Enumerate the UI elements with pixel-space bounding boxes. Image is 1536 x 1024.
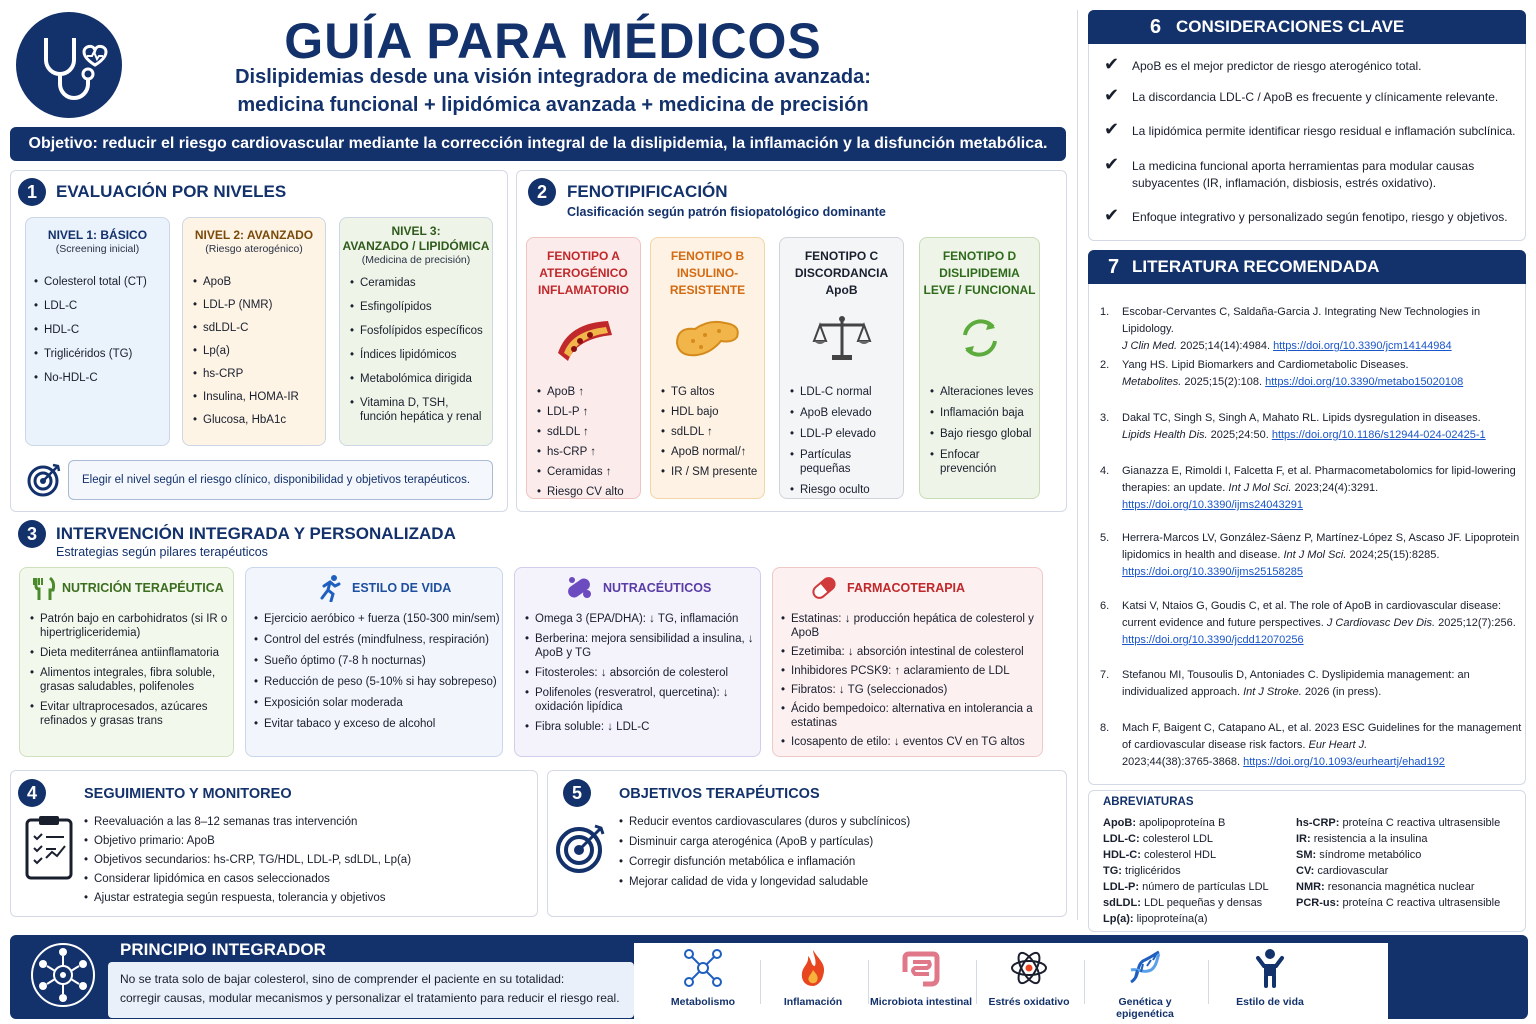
level-3-title — [340, 218, 492, 254]
list-item: • LDL-P elevado — [790, 427, 903, 441]
list-item: • Lp(a) — [193, 344, 325, 358]
key-item-text: La lipidómica permite identificar riesgo residual e inflamación subclínica. — [1132, 124, 1516, 138]
reference-number: 6. — [1100, 600, 1110, 612]
abbreviations-left — [1103, 815, 1293, 927]
reference-item — [1100, 304, 1524, 355]
reference-details: 2025;24:50. — [1207, 429, 1272, 441]
list-item: • Ajustar estrategia según respuesta, tolerancia y objetivos — [84, 891, 524, 905]
target-arrow-icon — [555, 822, 607, 879]
footer-icon-inflammation — [758, 948, 868, 1008]
phenotype-c-title — [780, 238, 903, 299]
reference-number: 2. — [1100, 359, 1110, 371]
phenotype-a-card — [526, 237, 641, 499]
key-item — [1104, 85, 1520, 106]
level-2-list — [193, 275, 325, 427]
phenotype-c-t3: ApoB — [825, 283, 858, 297]
phenotype-c-list — [790, 385, 903, 497]
abbr-item — [1296, 879, 1522, 895]
phenotype-b-card — [650, 237, 765, 499]
recycle-arrows-icon — [920, 313, 1039, 369]
phenotype-d-t2: DISLIPIDEMIA — [939, 266, 1020, 280]
column-divider — [1077, 10, 1078, 920]
footer-icon-label: Metabolismo — [670, 996, 736, 1008]
reference-authors: Dakal TC, Singh S, Singh A, Mahato RL. Lipids dysregulation in diseases. — [1122, 412, 1481, 424]
abbr-item — [1103, 911, 1293, 927]
key-item — [1104, 119, 1520, 140]
reference-link[interactable]: https://doi.org/10.1186/s12944-024-02425-1 — [1271, 429, 1486, 441]
list-item: • Exposición solar moderada — [254, 696, 502, 710]
abbr-key: ApoB: — [1103, 817, 1136, 829]
list-item: • Reevaluación a las 8–12 semanas tras intervención — [84, 815, 524, 829]
abbr-item — [1103, 831, 1293, 847]
section-3-subtitle: Estrategias según pilares terapéuticos — [56, 545, 268, 559]
list-item: • LDL-C normal — [790, 385, 903, 399]
abbr-item — [1103, 863, 1293, 879]
section-2-title: FENOTIPIFICACIÓN — [567, 182, 728, 201]
list-item: • Objetivos secundarios: hs-CRP, TG/HDL, LDL-P, sdLDL, Lp(a) — [84, 853, 524, 867]
key-item-text: ApoB es el mejor predictor de riesgo aterogénico total. — [1132, 59, 1422, 73]
abbr-value: síndrome metabólico — [1316, 849, 1422, 861]
level-3-title-line2: AVANZADO / LIPIDÓMICA — [342, 239, 490, 253]
list-item: • Polifenoles (resveratrol, quercetina): ↓ oxidación lipídica — [525, 686, 757, 714]
section-7-number: 7 — [1108, 256, 1120, 278]
phenotype-a-list — [537, 385, 640, 499]
abbr-item — [1103, 895, 1293, 911]
abbr-value: proteína C reactiva ultrasensible — [1339, 817, 1501, 829]
level-3-card — [339, 217, 493, 446]
list-item: • Corregir disfunción metabólica e inflamación — [619, 855, 1059, 869]
artery-icon — [527, 313, 640, 369]
phenotype-b-t2: INSULINO- — [676, 266, 739, 280]
reference-details: 2026 (in press). — [1301, 686, 1382, 698]
pillar-nutrition-title: NUTRICIÓN TERAPÉUTICA — [62, 581, 224, 595]
reference-link[interactable]: https://doi.org/10.3390/ijms25158285 — [1122, 566, 1304, 578]
phenotype-b-t3: RESISTENTE — [669, 283, 746, 297]
list-item: • Evitar tabaco y exceso de alcohol — [254, 717, 502, 731]
level-2-title: NIVEL 2: AVANZADO — [194, 228, 314, 242]
list-item: • Riesgo CV alto — [537, 485, 640, 499]
section-1-number: 1 — [18, 178, 46, 206]
abbr-key: LDL-C: — [1103, 833, 1140, 845]
footer-divider — [1084, 960, 1085, 1004]
footer-icon-label: Estrés oxidativo — [988, 996, 1070, 1008]
capsule-icon — [565, 574, 595, 607]
footer-icon-label: Inflamación — [783, 996, 843, 1008]
key-item — [1104, 154, 1504, 192]
list-item: • Patrón bajo en carbohidratos (si IR o hipertrigliceridemia) — [30, 612, 230, 640]
footer-icon-label: Estilo de vida — [1236, 996, 1304, 1008]
list-item: • Ejercicio aeróbico + fuerza (150-300 min/sem) — [254, 612, 502, 626]
list-item: • LDL-C — [34, 299, 169, 313]
pillar-pharmacotherapy-card — [772, 567, 1043, 757]
atom-icon — [1009, 948, 1049, 988]
level-3-list — [350, 276, 486, 424]
reference-journal: Int J Mol Sci. — [1228, 482, 1292, 494]
check-icon: ✔ — [1104, 85, 1120, 105]
reference-item — [1100, 667, 1524, 701]
list-item: • Control del estrés (mindfulness, respiración) — [254, 633, 502, 647]
list-item: • Ácido bempedoico: alternativa en intolerancia a estatinas — [781, 702, 1041, 730]
reference-number: 4. — [1100, 465, 1110, 477]
abbr-key: Lp(a): — [1103, 913, 1134, 925]
key-item — [1104, 205, 1520, 226]
abbr-key: IR: — [1296, 833, 1311, 845]
pillar-nutraceuticals-title: NUTRACÉUTICOS — [603, 581, 712, 595]
level-1-list — [34, 275, 169, 385]
list-item: • Ezetimiba: ↓ absorción intestinal de colesterol — [781, 645, 1041, 659]
phenotype-d-card — [919, 237, 1040, 499]
reference-details: 2024;25(15):8285. — [1346, 549, 1440, 561]
phenotype-c-t1: FENOTIPO C — [804, 249, 879, 263]
abbr-key: PCR-us: — [1296, 897, 1340, 909]
reference-number: 3. — [1100, 412, 1110, 424]
logo — [16, 12, 122, 118]
phenotype-b-t1: FENOTIPO B — [670, 249, 745, 263]
abbr-value: lipoproteína(a) — [1133, 913, 1208, 925]
list-item: • Berberina: mejora sensibilidad a insulina, ↓ ApoB y TG — [525, 632, 757, 660]
level-note: Elegir el nivel según el riesgo clínico, disponibilidad y objetivos terapéuticos. — [82, 474, 471, 486]
level-2-sub: (Riesgo aterogénico) — [205, 243, 303, 255]
reference-item — [1100, 410, 1524, 444]
level-1-title: NIVEL 1: BÁSICO — [47, 228, 148, 242]
check-icon: ✔ — [1104, 119, 1120, 139]
list-item: • LDL-P (NMR) — [193, 298, 325, 312]
person-arms-up-icon — [1250, 948, 1290, 988]
list-item: • Esfingolípidos — [350, 300, 486, 314]
reference-authors: Stefanou MI, Tousoulis D, Antoniades C. Dyslipidemia management: an individualized approach. — [1122, 669, 1470, 698]
footer-text-line2: corregir causas, modular mecanismos y personalizar el tratamiento para reducir el riesgo real. — [120, 991, 620, 1005]
level-3-title-line1: NIVEL 3: — [391, 224, 441, 238]
abbr-item — [1296, 831, 1522, 847]
reference-authors: Escobar-Cervantes C, Saldaña-Garcia J. Integrating New Technologies in Lipidology. — [1122, 306, 1481, 335]
abbr-item — [1296, 847, 1522, 863]
key-item — [1104, 54, 1520, 75]
list-item: • Fitosteroles: ↓ absorción de colesterol — [525, 666, 757, 680]
reference-link[interactable]: https://doi.org/10.3390/jcm14144984 — [1273, 340, 1452, 352]
pillar-lifestyle-title: ESTILO DE VIDA — [352, 581, 452, 595]
check-icon: ✔ — [1104, 154, 1120, 174]
section-7-title: LITERATURA RECOMENDADA — [1132, 257, 1380, 276]
runner-icon — [316, 574, 344, 607]
reference-details: 2023;44(38):3765-3868. — [1122, 756, 1244, 768]
section-5-title: OBJETIVOS TERAPÉUTICOS — [619, 786, 820, 802]
list-item: • Triglicéridos (TG) — [34, 347, 169, 361]
list-item: • Partículas pequeñas — [790, 448, 903, 476]
pillar-nutraceuticals-list — [525, 612, 757, 734]
reference-authors: Gianazza E, Rimoldi I, Falcetta F, et al. Pharmacometabolomics for lipid-lowering therapies: an update. — [1122, 465, 1516, 494]
subtitle-line1: Dislipidemias desde una visión integradora de medicina avanzada: — [235, 66, 871, 88]
phenotype-a-t3: INFLAMATORIO — [538, 283, 629, 297]
list-item: • Icosapento de etilo: ↓ eventos CV en TG altos — [781, 735, 1041, 749]
key-item-text: La medicina funcional aporta herramientas para modular causas subyacentes (IR, inflamación, disbiosis, estrés oxidativo). — [1132, 159, 1475, 190]
reference-item — [1100, 357, 1524, 391]
phenotype-a-title — [527, 238, 640, 299]
list-item: • Reducir eventos cardiovasculares (duros y subclínicos) — [619, 815, 1059, 829]
section-2-number: 2 — [528, 178, 556, 206]
list-item: • Enfocar prevención — [930, 448, 1039, 476]
list-item: • Metabolómica dirigida — [350, 372, 486, 386]
footer-text — [108, 962, 634, 1018]
phenotype-c-card — [779, 237, 904, 499]
list-item: • Dieta mediterránea antiinflamatoria — [30, 646, 230, 660]
section-5-number: 5 — [563, 779, 591, 807]
flame-icon — [793, 948, 833, 988]
pillar-nutrition-card — [19, 567, 234, 757]
reference-authors: Katsi V, Ntaios G, Goudis C, et al. The role of ApoB in cardiovascular disease: current evidence and future perspectives. — [1122, 600, 1502, 629]
page-title: GUÍA PARA MÉDICOS — [284, 13, 822, 69]
list-item: • Alimentos integrales, fibra soluble, grasas saludables, polifenoles — [30, 666, 230, 694]
abbr-value: resistencia a la insulina — [1310, 833, 1428, 845]
list-item: • Mejorar calidad de vida y longevidad saludable — [619, 875, 1059, 889]
abbr-key: SM: — [1296, 849, 1317, 861]
abbreviations-right — [1296, 815, 1522, 911]
pillar-lifestyle-card — [245, 567, 503, 757]
list-item: • Fibratos: ↓ TG (seleccionados) — [781, 683, 1041, 697]
pillar-nutrition-list — [30, 612, 230, 728]
reference-item — [1100, 720, 1524, 771]
phenotype-d-title — [920, 238, 1039, 299]
pillar-lifestyle-list — [254, 612, 502, 731]
section-3-number: 3 — [18, 520, 46, 548]
reference-number: 7. — [1100, 669, 1110, 681]
list-item: • Glucosa, HbA1c — [193, 413, 325, 427]
list-item: • Reducción de peso (5-10% si hay sobrepeso) — [254, 675, 502, 689]
section-6-title: CONSIDERACIONES CLAVE — [1176, 17, 1405, 36]
abbr-key: TG: — [1103, 865, 1122, 877]
abbr-item — [1296, 863, 1522, 879]
footer-icon-label: Microbiota intestinal — [869, 996, 973, 1008]
section-6-header — [1088, 10, 1526, 44]
reference-item — [1100, 598, 1524, 649]
reference-authors: Mach F, Baigent C, Catapano AL, et al. 2023 ESC Guidelines for the management of cardiovascular disease risk factors. — [1122, 722, 1522, 751]
check-icon: ✔ — [1104, 54, 1120, 74]
reference-authors: Yang HS. Lipid Biomarkers and Cardiometabolic Diseases. — [1122, 359, 1409, 371]
abbreviations-title: ABREVIATURAS — [1103, 796, 1194, 808]
reference-journal: Int J Mol Sci. — [1283, 549, 1347, 561]
section-3-title: INTERVENCIÓN INTEGRADA Y PERSONALIZADA — [56, 524, 456, 543]
reference-item — [1100, 463, 1524, 514]
list-item: • Evitar ultraprocesados, azúcares refinados y grasas trans — [30, 700, 230, 728]
section-5-list — [619, 815, 1059, 889]
abbr-value: colesterol LDL — [1139, 833, 1214, 845]
list-item: • sdLDL ↑ — [537, 425, 640, 439]
list-item: • sdLDL ↑ — [661, 425, 764, 439]
footer-icon-label: Genética y epigenética — [1116, 996, 1174, 1020]
abbr-item — [1296, 895, 1522, 911]
list-item: • Insulina, HOMA-IR — [193, 390, 325, 404]
reference-details: 2025;14(14):4984. — [1177, 340, 1274, 352]
abbr-value: número de partículas LDL — [1139, 881, 1269, 893]
phenotype-d-t1: FENOTIPO D — [942, 249, 1017, 263]
pillar-pharmacotherapy-title: FARMACOTERAPIA — [847, 581, 966, 595]
reference-number: 8. — [1100, 722, 1110, 734]
level-1-sub: (Screening inicial) — [55, 243, 140, 255]
abbr-key: hs-CRP: — [1296, 817, 1340, 829]
list-item: • Inflamación baja — [930, 406, 1039, 420]
pill-icon — [809, 574, 839, 607]
molecule-network-icon — [683, 948, 723, 988]
list-item: • No-HDL-C — [34, 371, 169, 385]
footer-icon-metabolism — [648, 948, 758, 1008]
level-3-sub: (Medicina de precisión) — [361, 254, 471, 266]
list-item: • Estatinas: ↓ producción hepática de colesterol y ApoB — [781, 612, 1041, 640]
fork-knife-icon — [32, 576, 56, 607]
reference-number: 1. — [1100, 306, 1110, 318]
reference-authors: Herrera-Marcos LV, González-Sáenz P, Martínez-López S, Ascaso JF. Lipoprotein lipidomics in health and disease. — [1122, 532, 1520, 561]
abbr-key: sdLDL: — [1103, 897, 1141, 909]
reference-link[interactable]: https://doi.org/10.1093/eurheartj/ehad192 — [1243, 756, 1445, 768]
key-item-text: La discordancia LDL-C / ApoB es frecuente y clínicamente relevante. — [1132, 90, 1499, 104]
footer-title: PRINCIPIO INTEGRADOR — [120, 940, 326, 959]
pancreas-icon — [651, 313, 764, 369]
section-1-title: EVALUACIÓN POR NIVELES — [56, 182, 287, 201]
footer-divider — [1208, 960, 1209, 1004]
list-item: • Inhibidores PCSK9: ↑ aclaramiento de LDL — [781, 664, 1041, 678]
subtitle-line2: medicina funcional + lipidómica avanzada + medicina de precisión — [237, 94, 869, 116]
footer-text-line1: No se trata solo de bajar colesterol, sino de comprender el paciente en su totalidad: — [120, 972, 565, 986]
section-6-number: 6 — [1150, 16, 1162, 38]
reference-journal: Eur Heart J. — [1308, 739, 1368, 751]
list-item: • Bajo riesgo global — [930, 427, 1039, 441]
list-item: • IR / SM presente — [661, 465, 764, 479]
list-item: • ApoB ↑ — [537, 385, 640, 399]
phenotype-a-t1: FENOTIPO A — [547, 249, 620, 263]
reference-journal: Metabolites. — [1122, 376, 1182, 388]
reference-link[interactable]: https://doi.org/10.3390/jcdd12070256 — [1122, 634, 1304, 646]
reference-journal: Int J Stroke. — [1243, 686, 1302, 698]
reference-journal: J Cardiovasc Dev Dis. — [1326, 617, 1436, 629]
section-7-header — [1088, 250, 1526, 284]
list-item: • Índices lipidómicos — [350, 348, 486, 362]
list-item: • Fosfolípidos específicos — [350, 324, 486, 338]
list-item: • Considerar lipidómica en casos seleccionados — [84, 872, 524, 886]
network-icon — [30, 942, 96, 1013]
level-2-card — [182, 217, 326, 446]
check-icon: ✔ — [1104, 205, 1120, 225]
footer-icon-lifestyle — [1215, 948, 1325, 1008]
abbr-key: HDL-C: — [1103, 849, 1141, 861]
abbr-value: cardiovascular — [1314, 865, 1389, 877]
list-item: • Sueño óptimo (7-8 h nocturnas) — [254, 654, 502, 668]
key-item-text: Enfoque integrativo y personalizado según fenotipo, riesgo y objetivos. — [1132, 210, 1508, 224]
pillar-nutraceuticals-card — [514, 567, 761, 757]
pillar-pharmacotherapy-list — [781, 612, 1041, 749]
list-item: • Riesgo oculto — [790, 483, 903, 497]
list-item: • TG altos — [661, 385, 764, 399]
target-icon — [26, 462, 62, 503]
intestine-icon — [901, 948, 941, 988]
abbr-key: LDL-P: — [1103, 881, 1140, 893]
list-item: • hs-CRP — [193, 367, 325, 381]
footer-icon-oxidative-stress — [974, 948, 1084, 1008]
list-item: • Colesterol total (CT) — [34, 275, 169, 289]
balance-scale-icon — [780, 313, 903, 369]
list-item: • Ceramidas ↑ — [537, 465, 640, 479]
footer-icon-genetics — [1090, 948, 1200, 1020]
dna-icon — [1125, 948, 1165, 988]
list-item: • ApoB normal/↑ — [661, 445, 764, 459]
reference-number: 5. — [1100, 532, 1110, 544]
list-item: • Objetivo primario: ApoB — [84, 834, 524, 848]
abbr-value: colesterol HDL — [1140, 849, 1217, 861]
phenotype-b-list — [661, 385, 764, 479]
reference-link[interactable]: https://doi.org/10.3390/metabo15020108 — [1265, 376, 1464, 388]
list-item: • Alteraciones leves — [930, 385, 1039, 399]
abbr-item — [1103, 879, 1293, 895]
abbr-key: NMR: — [1296, 881, 1325, 893]
abbr-item — [1296, 815, 1522, 831]
abbr-value: apolipoproteína B — [1136, 817, 1226, 829]
reference-details: 2025;15(2):108. — [1181, 376, 1266, 388]
phenotype-b-title — [651, 238, 764, 299]
abbr-item — [1103, 847, 1293, 863]
list-item: • LDL-P ↑ — [537, 405, 640, 419]
section-4-number: 4 — [18, 779, 46, 807]
abbr-key: CV: — [1296, 865, 1315, 877]
list-item: • HDL-C — [34, 323, 169, 337]
phenotype-c-t2: DISCORDANCIA — [794, 266, 889, 280]
list-item: • Fibra soluble: ↓ LDL-C — [525, 720, 757, 734]
clipboard-icon — [24, 814, 74, 885]
phenotype-a-t2: ATEROGÉNICO — [539, 266, 628, 280]
list-item: • Omega 3 (EPA/DHA): ↓ TG, inflamación — [525, 612, 757, 626]
reference-link[interactable]: https://doi.org/10.3390/ijms24043291 — [1122, 499, 1304, 511]
section-2-subtitle: Clasificación según patrón fisiopatológico dominante — [567, 205, 886, 219]
reference-details: 2025;12(7):256. — [1435, 617, 1516, 629]
list-item: • hs-CRP ↑ — [537, 445, 640, 459]
section-4-title: SEGUIMIENTO Y MONITOREO — [84, 786, 292, 802]
list-item: • HDL bajo — [661, 405, 764, 419]
abbr-value: triglicéridos — [1121, 865, 1181, 877]
reference-details: 2023;24(4):3291. — [1291, 482, 1379, 494]
abbr-item — [1103, 815, 1293, 831]
list-item: • ApoB — [193, 275, 325, 289]
reference-journal: Lipids Health Dis. — [1122, 429, 1208, 441]
section-4-list — [84, 815, 524, 905]
objective-banner: Objetivo: reducir el riesgo cardiovascular mediante la corrección integral de la dislipidemia, la inflamación y la disfunción metabólica. — [10, 127, 1066, 161]
list-item: • Vitamina D, TSH, función hepática y renal — [350, 396, 486, 424]
stethoscope-heart-icon — [16, 12, 122, 118]
list-item: • ApoB elevado — [790, 406, 903, 420]
level-1-card — [25, 217, 170, 446]
phenotype-d-list — [930, 385, 1039, 476]
footer-icon-microbiota — [866, 948, 976, 1008]
list-item: • Ceramidas — [350, 276, 486, 290]
phenotype-d-t3: LEVE / FUNCIONAL — [923, 283, 1036, 297]
abbr-value: proteína C reactiva ultrasensible — [1339, 897, 1501, 909]
abbr-value: resonancia magnética nuclear — [1324, 881, 1475, 893]
list-item: • Disminuir carga aterogénica (ApoB y partículas) — [619, 835, 1059, 849]
reference-journal: J Clin Med. — [1122, 340, 1178, 352]
abbr-value: LDL pequeñas y densas — [1140, 897, 1263, 909]
list-item: • sdLDL-C — [193, 321, 325, 335]
reference-item — [1100, 530, 1524, 581]
